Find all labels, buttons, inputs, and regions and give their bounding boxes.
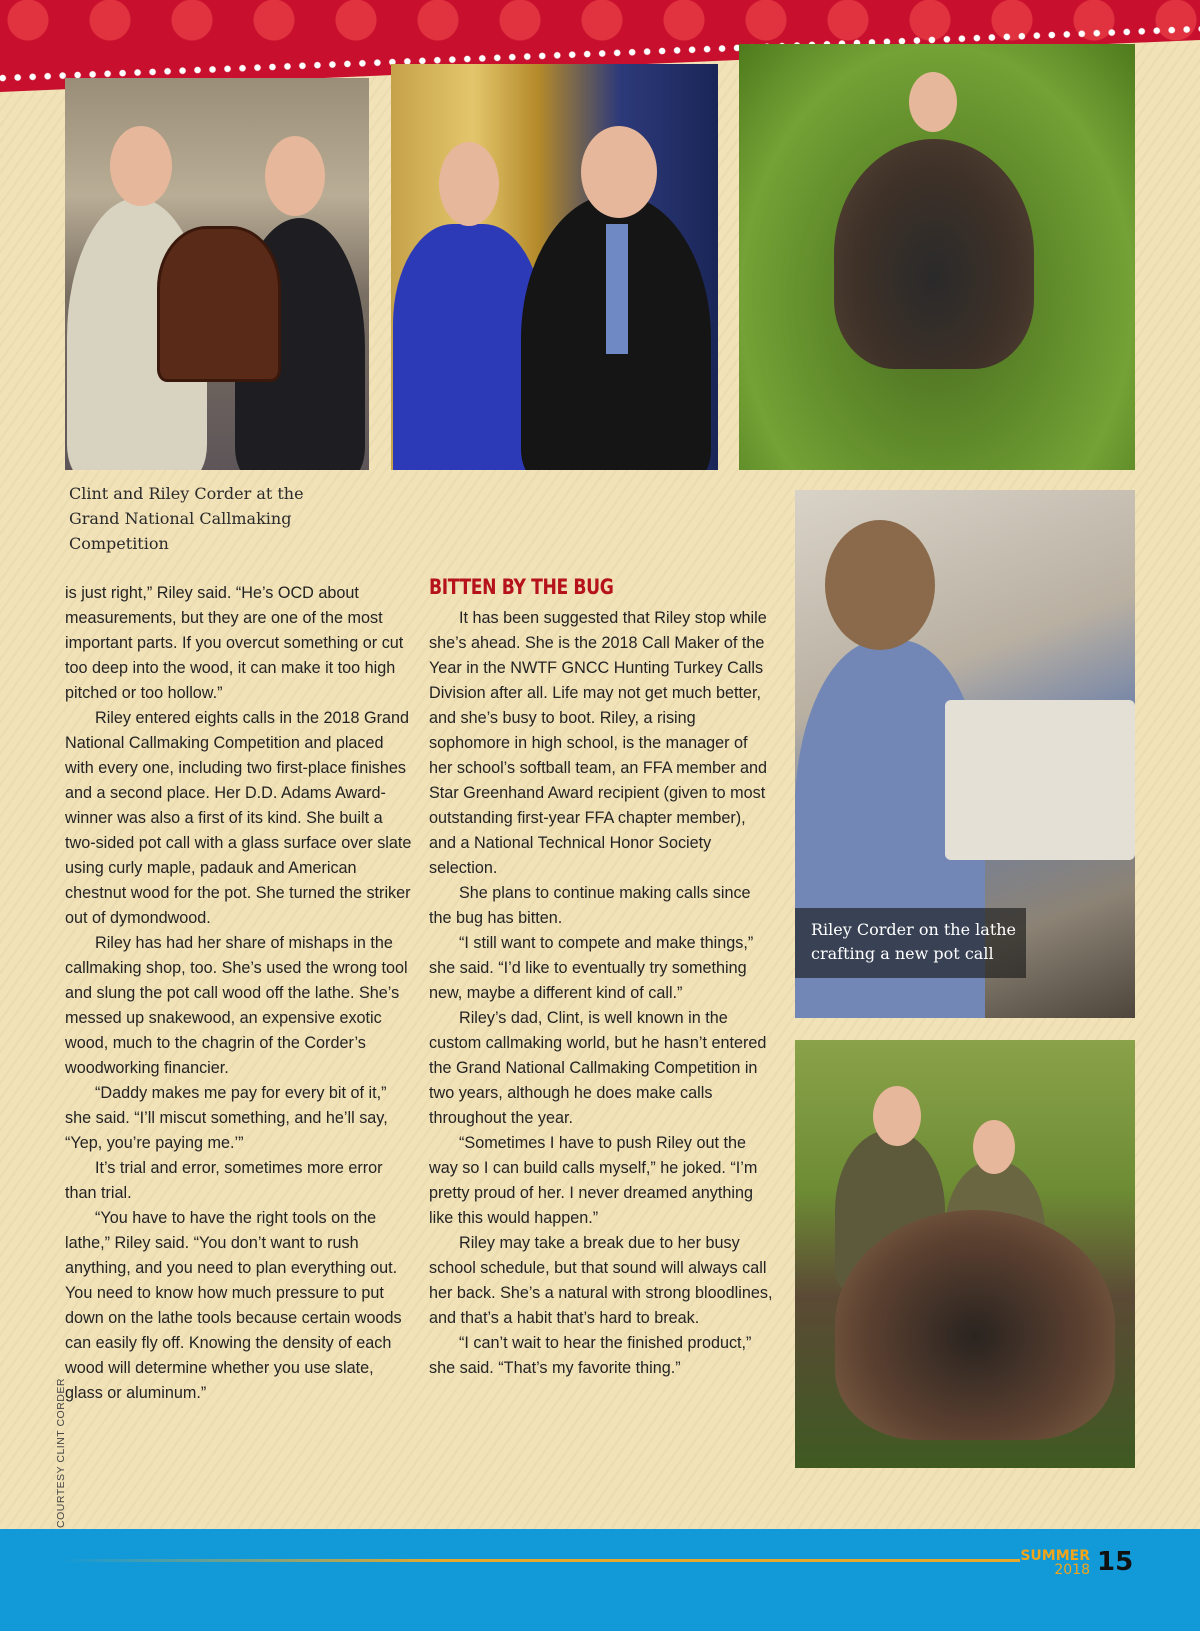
photo-turkey-hunt-pair [795,1040,1135,1468]
section-heading: BITTEN BY THE BUG [429,575,614,599]
head-riley [265,136,325,216]
turkey [834,139,1034,369]
head-clint [581,126,657,218]
footer-stripe [60,1559,1020,1562]
paragraph: “Daddy makes me pay for every bit of it,” she said. “I’ll miscut something, and he’ll say, “Yep, you’re paying me.’” [65,1084,388,1152]
paragraph: Riley entered eights calls in the 2018 Grand National Callmaking Competition and placed with every one, including two first-place finishes and a second place. Her D.D. Adams Award-winner was also a first of its kind. She built a two-sided pot call with a glass surface over slate using curly maple, padauk and American chestnut wood for the pot. She turned the striker out of dymondwood. [65,709,412,927]
lathe-machine [945,700,1135,860]
paragraph: She plans to continue making calls since the bug has bitten. [429,884,751,927]
head-clint [873,1086,921,1146]
season-year: 2018 [1054,1562,1090,1578]
turkey [835,1210,1115,1440]
paragraph: “You have to have the right tools on the lathe,” Riley said. “You don’t want to rush anything, and you need to plan everything out. You need to know how much pressure to put down on the lathe tools because certain woods can easily fly off. Knowing the density of each wood will determine whether you use slate, glass or aluminum.” [65,1209,402,1402]
article-column-1 [65,581,415,1406]
paragraph: “I still want to compete and make things,” she said. “I’d like to eventually try something new, maybe a different kind of call.” [429,934,754,1002]
lathe-photo-caption: Riley Corder on the lathe crafting a new pot call [795,908,1026,978]
head-riley [909,72,957,132]
necktie [606,224,628,354]
season-label: SUMMER [1020,1548,1090,1564]
photo-credit: COURTESY CLINT CORDER [55,1378,67,1528]
issue-season [1005,1549,1090,1577]
paragraph: Riley has had her share of mishaps in the callmaking shop, too. She’s used the wrong tool and slung the pot call wood off the lathe. She’s messed up snakewood, an expensive exotic wood, much to the chagrin of the Corder’s woodworking financier. [65,934,408,1077]
photo-turkey-hunt [739,44,1135,470]
award-plaque [157,226,281,382]
paragraph: Riley may take a break due to her busy school schedule, but that sound will always call her back. She’s a natural with strong bloodlines, and that’s a habit that’s hard to break. [429,1234,773,1327]
paragraph: “I can’t wait to hear the finished product,” she said. “That’s my favorite thing.” [429,1334,752,1377]
page-footer [0,1529,1200,1631]
head-riley [825,520,935,650]
paragraph: is just right,” Riley said. “He’s OCD about measurements, but they are one of the most important parts. If you overcut something or cut too deep into the wood, it can make it too high pitched or too hollow.” [65,584,404,702]
page-number: 15 [1097,1547,1134,1577]
paragraph: Riley’s dad, Clint, is well known in the custom callmaking world, but he hasn’t entered the Grand National Callmaking Competition in two years, although he does make calls throughout the year. [429,1009,767,1127]
head-clint [110,126,172,206]
photo-caption: Clint and Riley Corder at the Grand National Callmaking Competition [69,484,304,553]
paragraph: It’s trial and error, sometimes more error than trial. [65,1159,383,1202]
head-riley [439,142,499,226]
head-riley [973,1120,1015,1174]
paragraph: “Sometimes I have to push Riley out the way so I can build calls myself,” he joked. “I’m pretty proud of her. I never dreamed anything like this would happen.” [429,1134,758,1227]
paragraph: It has been suggested that Riley stop while she’s ahead. She is the 2018 Call Maker of the Year in the NWTF GNCC Hunting Turkey Calls Division after all. Life may not get much better, and she’s busy to boot. Riley, a rising sophomore in high school, is the manager of her school’s softball team, an FFA member and Star Greenhand Award recipient (given to most outstanding first-year FFA chapter member), and a National Technical Honor Society selection. [429,609,768,877]
article-column-2 [429,606,774,1381]
photo-formal-event [391,64,718,470]
photo-plaque-award [65,78,369,470]
photo-lathe [795,490,1135,1018]
